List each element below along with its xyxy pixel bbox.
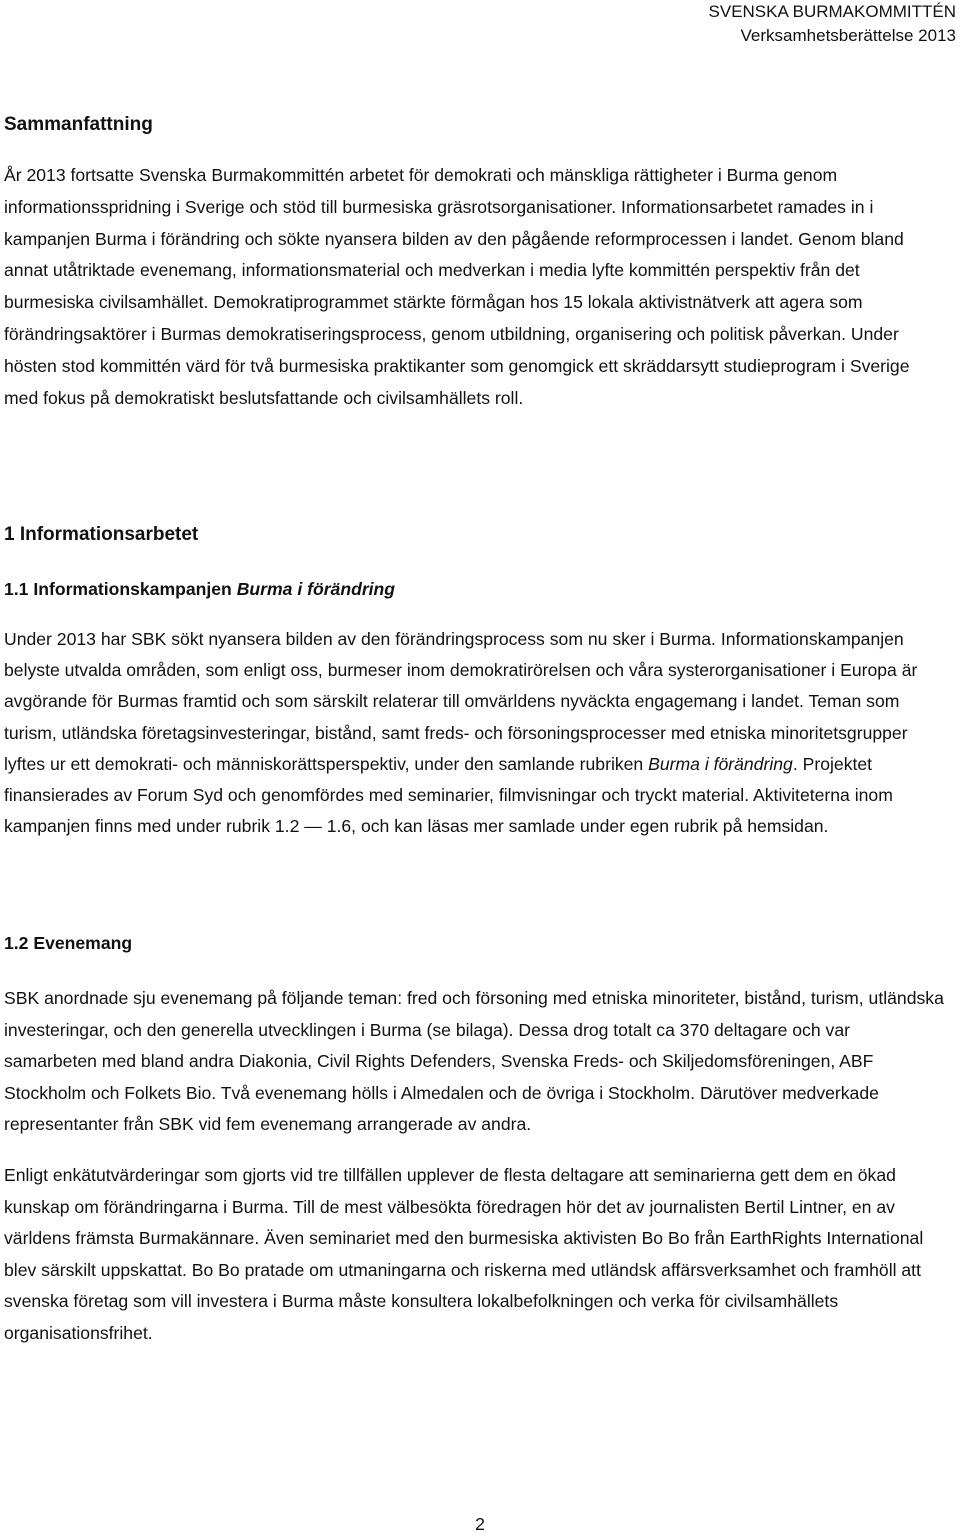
section-1-1-text-before: Under 2013 har SBK sökt nyansera bilden av den förändringsprocess som nu sker i Burma. Informationskampanjen belyste utvalda områden, som enligt oss, burmeser inom demokratirörelsen och våra systerorganisationer i Europa är avgörande för Burmas framtid och som särskilt relaterar till omvärldens nyväckta engagemang i landet. Teman som turism, utländska företagsinvesteringar, bistånd, samt freds- och försoningsprocesser med etniska minoritetsgrupper lyftes ur ett demokrati- och människorättsperspektiv, under den samlande rubriken <box>4 629 918 774</box>
section-1-heading: 1 Informationsarbetet <box>4 524 199 545</box>
section-1-1-heading <box>4 576 395 602</box>
section-1-1-text-italic: Burma i förändring <box>648 753 793 774</box>
summary-paragraph: År 2013 fortsatte Svenska Burmakommittén arbetet för demokrati och mänskliga rättigheter i Burma genom informationsspridning i Sverige och stöd till burmesiska gräsrotsorganisationer. Informationsarbetet ramades in i kampanjen Burma i förändring och sökte nyansera bilden av den pågående reformprocessen i landet. Genom bland annat utåtriktade evenemang, informationsmaterial och medverkan i media lyfte kommittén perspektiv från det burmesiska civilsamhället. Demokratiprogrammet stärkte förmågan hos 15 lokala aktivistnätverk att agera som förändringsaktörer i Burmas demokratiseringsprocess, genom utbildning, organisering och politisk påverkan. Under hösten stod kommittén värd för två burmesiska praktikanter som genomgick ett skräddarsytt studieprogram i Sverige med fokus på demokratiskt beslutsfattande och civilsamhällets roll. <box>4 165 910 408</box>
section-1-2-paragraph-2: Enligt enkätutvärderingar som gjorts vid tre tillfällen upplever de flesta deltagare att seminarierna gett dem en ökad kunskap om förändringarna i Burma. Till de mest välbesökta föredragen hör det av journalisten Bertil Lintner, en av världens främsta Burmakännare. Även seminariet med den burmesiska aktivisten Bo Bo från EarthRights International blev särskilt uppskattat. Bo Bo pratade om utmaningarna och riskerna med utländsk affärsverksamhet och framhöll att svenska företag som vill investera i Burma måste konsultera lokalbefolkningen och verka för civilsamhällets organisationsfrihet. <box>4 1165 924 1343</box>
section-1-2-paragraph-1: SBK anordnade sju evenemang på följande teman: fred och försoning med etniska minoriteter, bistånd, turism, utländska investeringar, och den generella utvecklingen i Burma (se bilaga). Dessa drog totalt ca 370 deltagare och var samarbeten med bland andra Diakonia, Civil Rights Defenders, Svenska Freds- och Skiljedomsföreningen, ABF Stockholm och Folkets Bio. Två evenemang hölls i Almedalen och de övriga i Stockholm. Därutöver medverkade representanter från SBK vid fem evenemang arrangerade av andra. <box>4 988 944 1134</box>
page-number: 2 <box>475 1514 485 1534</box>
section-1-1-text-after: . Projektet finansierades av Forum Syd och genomfördes med seminarier, filmvisningar och tryckt material. Aktiviteterna inom kampanjen finns med under rubrik 1.2 — 1.6, och kan läsas mer samlade under egen rubrik på hemsidan. <box>4 753 893 837</box>
section-1-1-heading-prefix: 1.1 Informationskampanjen <box>4 579 237 599</box>
section-1-1-paragraph <box>4 624 946 842</box>
summary-heading: Sammanfattning <box>4 114 153 135</box>
section-1-2-heading: 1.2 Evenemang <box>4 933 133 953</box>
header-organization: SVENSKA BURMAKOMMITTÉN <box>708 2 956 21</box>
page-header <box>709 0 956 48</box>
section-1-1-heading-italic: Burma i förändring <box>236 579 396 599</box>
header-document-title: Verksamhetsberättelse 2013 <box>740 26 956 45</box>
